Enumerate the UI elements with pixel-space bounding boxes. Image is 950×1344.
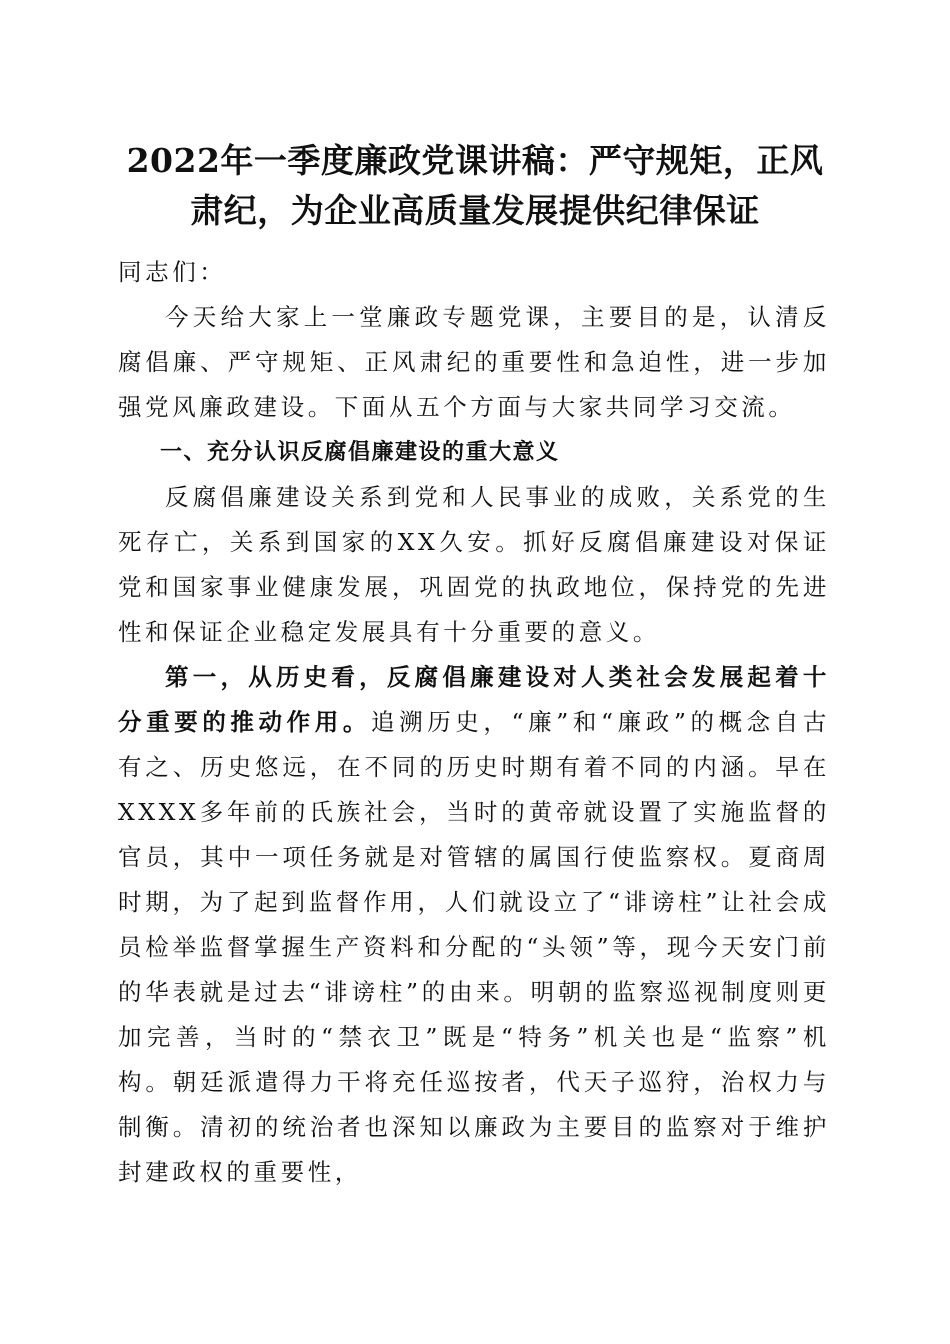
- section-heading: 一、充分认识反腐倡廉建设的重大意义: [160, 440, 560, 465]
- document-body: [118, 250, 830, 1195]
- point-body-text: 追溯历史，“廉”和“廉政”的概念自古有之、历史悠远，在不同的历史时期有着不同的内涵。早在XXXX多年前的氏族社会，当时的黄帝就设置了实施监督的官员，其中一项任务就是对管辖的属国行使监察权。夏商周时期，为了起到监督作用，人们就设立了“诽谤柱”让社会成员检举监督掌握生产资料和分配的“头领”等，现今天安门前的华表就是过去“诽谤柱”的由来。明朝的监察巡视制度则更加完善，当时的“禁衣卫”既是“特务”机关也是“监察”机构。朝廷派遣得力干将充任巡按者，代天子巡狩，治权力与制衡。清初的统治者也深知以廉政为主要目的监察对于维护封建政权的重要性，: [118, 708, 830, 1186]
- section-paragraph: 反腐倡廉建设关系到党和人民事业的成败，关系党的生死存亡，关系到国家的XX久安。抓好反腐倡廉建设对保证党和国家事业健康发展，巩固党的执政地位，保持党的先进性和保证企业稳定发展具有十分重要的意义。: [118, 483, 830, 646]
- salutation: 同志们：: [118, 258, 227, 286]
- intro-paragraph: 今天给大家上一堂廉政专题党课，主要目的是，认清反腐倡廉、严守规矩、正风肃纪的重要性和急迫性，进一步加强党风廉政建设。下面从五个方面与大家共同学习交流。: [118, 303, 830, 421]
- point-paragraph: [118, 655, 830, 1195]
- point-lead-sentence: 第一，从历史看，反腐倡廉建设对人类社会发展起着十分重要的推动作用。: [118, 663, 830, 736]
- document-title: 2022年一季度廉政党课讲稿：严守规矩，正风肃纪，为企业高质量发展提供纪律保证: [126, 141, 824, 230]
